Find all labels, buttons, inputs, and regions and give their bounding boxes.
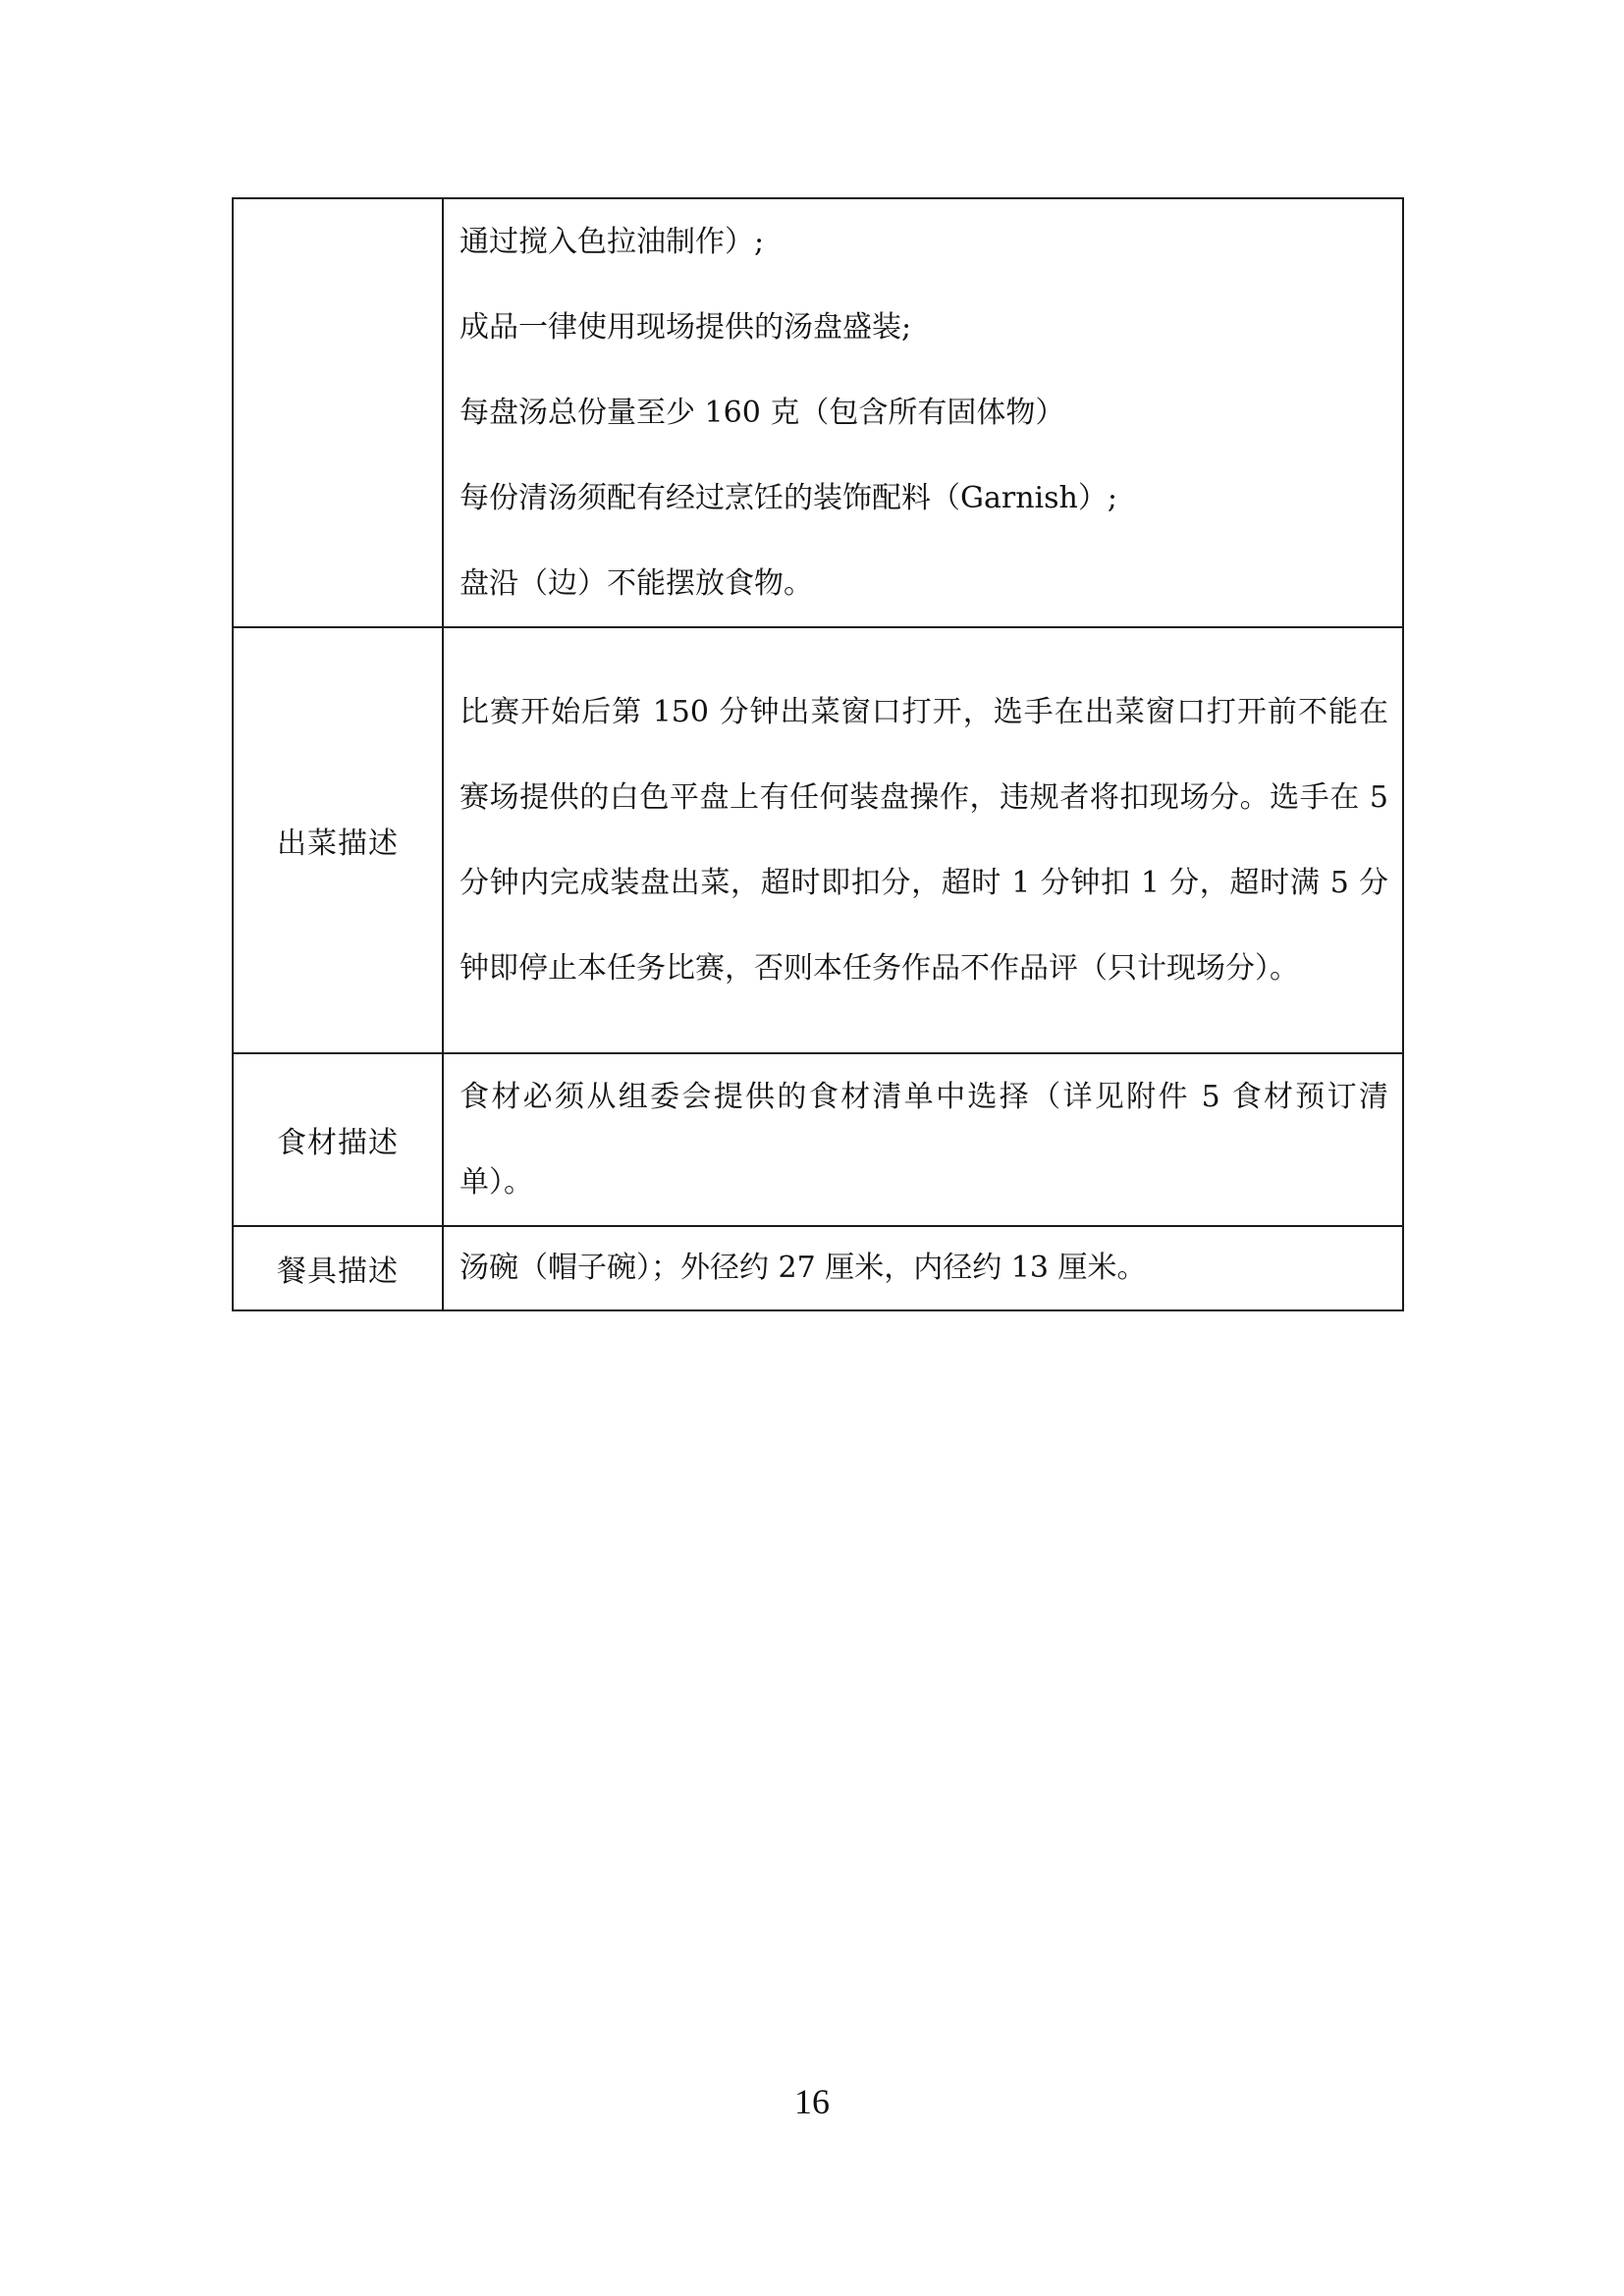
ingredients-description-text: 食材必须从组委会提供的食材清单中选择（详见附件 5 食材预订清单）。 — [460, 1080, 1388, 1200]
serving-description-text: 比赛开始后第 150 分钟出菜窗口打开，选手在出菜窗口打开前不能在赛场提供的白色平盘上有任何装盘操作，违规者将扣现场分。选手在 5 分钟内完成装盘出菜，超时即扣分，超时 1 分钟扣 1 分，超时满 5 分钟即停止本任务比赛，否则本任务作品不作品评（只计现场分）。 — [460, 695, 1388, 986]
page-number: 16 — [794, 2082, 830, 2121]
row-label-ingredients: 食材描述 — [233, 1053, 443, 1226]
table-row-serving — [233, 627, 1403, 1053]
row-label-tableware: 餐具描述 — [233, 1226, 443, 1310]
soup-requirements-cell — [443, 198, 1403, 627]
ingredients-description-cell — [443, 1053, 1403, 1226]
requirement-line: 每份清汤须配有经过烹饪的装饰配料（Garnish）; — [460, 481, 1117, 515]
row-label-empty — [233, 198, 443, 627]
tableware-description-cell — [443, 1226, 1403, 1310]
serving-description-cell — [443, 627, 1403, 1053]
table-row-continuation — [233, 198, 1403, 627]
requirement-line: 通过搅入色拉油制作）; — [460, 225, 765, 259]
tableware-description-text: 汤碗（帽子碗）；外径约 27 厘米，内径约 13 厘米。 — [460, 1251, 1147, 1285]
requirement-line: 成品一律使用现场提供的汤盘盛装; — [460, 310, 912, 345]
requirement-line: 每盘汤总份量至少 160 克（包含所有固体物） — [460, 396, 1065, 430]
table-row-ingredients — [233, 1053, 1403, 1226]
spec-table — [232, 197, 1404, 1311]
requirement-line: 盘沿（边）不能摆放食物。 — [460, 566, 813, 601]
row-label-serving: 出菜描述 — [233, 627, 443, 1053]
table-row-tableware — [233, 1226, 1403, 1310]
